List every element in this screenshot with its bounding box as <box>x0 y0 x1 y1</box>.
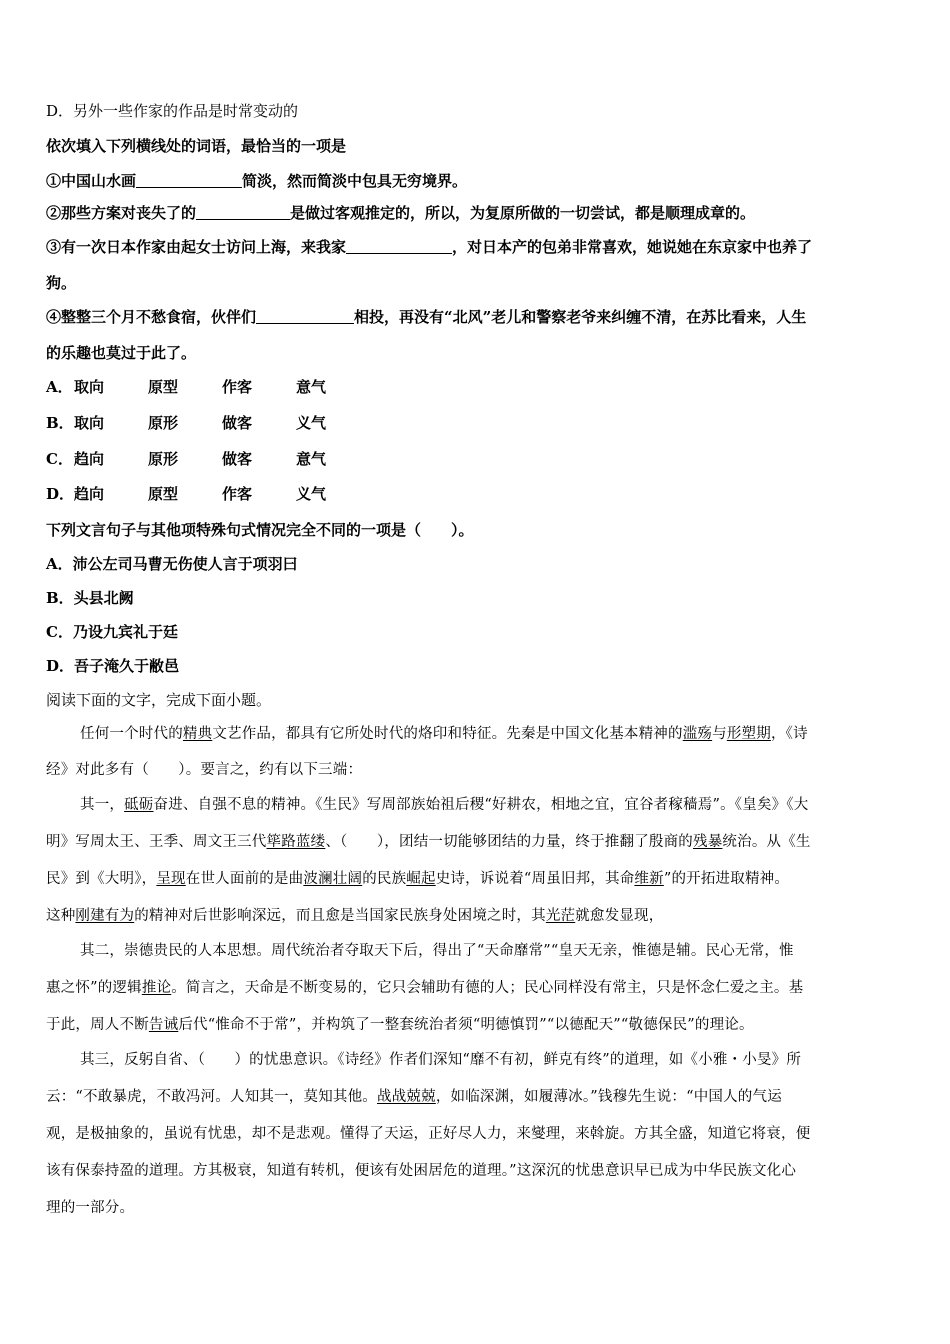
text-run: 。简言之，天命是不断变易的，它只会辅助有德的人；民心同样没有常主，只是怀念仁爱之主。基 <box>171 980 804 996</box>
fill-option-d <box>46 484 370 504</box>
passage-line <box>46 1087 782 1107</box>
answer-blank-1 <box>136 171 242 188</box>
answer-blank-3 <box>346 237 452 254</box>
reading-intro: 阅读下面的文字，完成下面小题。 <box>46 691 272 709</box>
fill-sentence-4-start: ④整整三个月不愁食宿，伙伴们 <box>46 308 257 326</box>
passage-line <box>46 906 663 926</box>
text-run: 与 <box>712 726 727 742</box>
text-run: 民》到《大明》， <box>46 871 157 887</box>
underlined-word: 光茫 <box>545 908 576 924</box>
text-run: 的精神对后世影响深远，而且愈是当国家民族身处困境之时，其 <box>134 908 546 924</box>
option-word-3: 做客 <box>222 450 253 468</box>
option-word-2: 原形 <box>148 414 179 432</box>
text-run: 这种 <box>46 908 76 924</box>
underlined-word: 呈现 <box>156 871 186 887</box>
option-word-4: 义气 <box>296 414 327 432</box>
answer-blank-4 <box>256 307 354 324</box>
fill-option-a <box>46 377 370 397</box>
underlined-word: 刚建有为 <box>75 908 135 924</box>
passage-line <box>80 941 794 961</box>
classical-option-a: A．沛公左司马曹无伤使人言于项羽曰 <box>46 555 298 573</box>
text-run: 文艺作品，都具有它所处时代的烙印和特征。先秦是中国文化基本精神的 <box>212 726 683 742</box>
text-run: ，如临深渊，如履薄冰。”钱穆先生说：“中国人的气运 <box>435 1089 782 1105</box>
text-run: 明》写周太王、王季、周文王三代 <box>46 834 267 850</box>
fill-sentence-3-end: ，对日本产的包弟非常喜欢，她说她在东京家中也养了 <box>452 238 813 256</box>
option-word-3: 作客 <box>222 485 253 503</box>
passage-line <box>46 1015 754 1035</box>
text-run: 的民族 <box>362 871 407 887</box>
fill-sentence-2-end: 是做过客观推定的，所以，为复原所做的一切尝试，都是顺理成章的。 <box>290 204 756 222</box>
classical-option-c: C．乃设九宾礼于廷 <box>46 623 178 641</box>
fill-sentence-4-end: 相投，再没有“北风”老儿和警察老爷来纠缠不清，在苏比看来，人生 <box>354 308 807 326</box>
passage-line <box>80 724 808 744</box>
option-word-4: 义气 <box>296 485 327 503</box>
option-label: A． <box>46 378 73 396</box>
text-run: 、（ ），团结一切能够团结的力量，终于推翻了殷商的 <box>325 834 694 850</box>
prev-question-option-d: D．另外一些作家的作品是时常变动的 <box>46 102 299 120</box>
text-run: 该有保泰持盈的道理。方其极衰，知道有转机，便该有处困居危的道理。”这深沉的忧患意识早已成为中华民族文化心 <box>46 1163 797 1179</box>
passage-line <box>46 760 362 780</box>
text-run: 理的一部分。 <box>46 1200 135 1216</box>
underlined-word: 砥砺 <box>124 797 154 813</box>
option-word-1: 趋向 <box>74 485 105 503</box>
passage-line <box>46 832 811 852</box>
text-run: 奋进、自强不息的精神。《生民》写周部族始祖后稷“好耕农，相地之宜，宜谷者稼穑焉”。《皇矣》《大 <box>153 797 809 813</box>
text-run: 其二，崇德贵民的人本思想。周代统治者夺取天下后，得出了“天命靡常”“皇天无亲，惟德是辅。民心无常，惟 <box>80 943 794 959</box>
underlined-word: 推论 <box>141 980 172 996</box>
option-label: C． <box>46 450 73 468</box>
fill-option-b <box>46 413 370 433</box>
passage-line <box>46 1124 810 1144</box>
underlined-word: 形塑期 <box>726 726 771 742</box>
option-label: D． <box>46 485 75 503</box>
passage-line <box>46 869 789 889</box>
option-word-3: 做客 <box>222 414 253 432</box>
fill-question-stem: 依次填入下列横线处的词语，最恰当的一项是 <box>46 137 347 155</box>
text-run: 在世人面前的是曲 <box>185 871 304 887</box>
fill-sentence-3-cont: 狗。 <box>46 274 77 292</box>
text-run: 于此，周人不断 <box>46 1017 149 1033</box>
fill-sentence-2-start: ②那些方案对丧失了的 <box>46 204 197 222</box>
underlined-word: 精典 <box>182 726 213 742</box>
underlined-word: 筚路蓝缕 <box>266 834 326 850</box>
option-word-4: 意气 <box>296 378 327 396</box>
passage-line <box>80 1050 801 1070</box>
passage-line <box>46 978 803 998</box>
fill-sentence-1 <box>46 171 467 191</box>
underlined-word: 战战兢兢 <box>377 1089 436 1105</box>
text-run: 其一， <box>80 797 125 813</box>
option-label: B． <box>46 414 74 432</box>
text-run: ”的开拓进取精神。 <box>663 871 790 887</box>
option-word-2: 原型 <box>148 378 179 396</box>
fill-sentence-2 <box>46 203 755 223</box>
underlined-word: 维新 <box>634 871 664 887</box>
underlined-word: 告诫 <box>148 1017 179 1033</box>
text-run: 云：“不敢暴虎，不敢冯河。人知其一，莫知其他。 <box>46 1089 378 1105</box>
fill-sentence-4 <box>46 307 806 327</box>
text-run: 史诗，诉说着“周虽旧邦，其命 <box>435 871 635 887</box>
answer-blank-2 <box>196 203 290 220</box>
option-word-1: 取向 <box>74 414 105 432</box>
text-run: 惠之怀”的逻辑 <box>46 980 142 996</box>
underlined-word: 波澜壮阔 <box>303 871 363 887</box>
text-run: ，《诗 <box>770 726 808 742</box>
passage-line <box>80 795 809 815</box>
text-run: 统治。从《生 <box>722 834 811 850</box>
option-word-1: 趋向 <box>74 450 105 468</box>
option-word-3: 作客 <box>222 378 253 396</box>
underlined-word: 滥殇 <box>682 726 713 742</box>
text-run: 就愈发显现， <box>575 908 664 924</box>
fill-sentence-1-end: 简淡，然而简淡中包具无穷境界。 <box>242 172 468 190</box>
passage-line <box>46 1161 796 1181</box>
text-run: 其三，反躬自省、（ ）的忧患意识。《诗经》作者们深知“靡不有初，鲜克有终”的道理，如《小雅・小旻》所 <box>80 1052 802 1068</box>
text-run: 观，是极抽象的，虽说有忧患，却不是悲观。懂得了天运，正好尽人力，来燮理，来斡旋。方其全盛，知道它将衰，便 <box>46 1126 811 1142</box>
underlined-word: 残暴 <box>693 834 723 850</box>
option-word-1: 取向 <box>74 378 105 396</box>
fill-sentence-3 <box>46 237 812 257</box>
fill-sentence-3-start: ③有一次日本作家由起女士访问上海，来我家 <box>46 238 347 256</box>
classical-option-d: D．吾子淹久于敝邑 <box>46 657 180 675</box>
fill-option-c <box>46 449 370 469</box>
underlined-word: 崛起 <box>406 871 436 887</box>
classical-question-stem: 下列文言句子与其他项特殊句式情况完全不同的一项是（ ）。 <box>46 521 474 539</box>
classical-option-b: B．头县北阙 <box>46 589 134 607</box>
text-run: 后代“惟命不于常”，并构筑了一整套统治者须“明德慎罚”“以德配天”“敬德保民”的理论。 <box>178 1017 754 1033</box>
option-word-2: 原型 <box>148 485 179 503</box>
fill-sentence-1-start: ①中国山水画 <box>46 172 137 190</box>
fill-sentence-4-cont: 的乐趣也莫过于此了。 <box>46 344 197 362</box>
text-run: 经》对此多有（ ）。要言之，约有以下三端： <box>46 762 363 778</box>
option-word-4: 意气 <box>296 450 327 468</box>
option-word-2: 原形 <box>148 450 179 468</box>
text-run: 任何一个时代的 <box>80 726 183 742</box>
passage-line <box>46 1198 134 1218</box>
